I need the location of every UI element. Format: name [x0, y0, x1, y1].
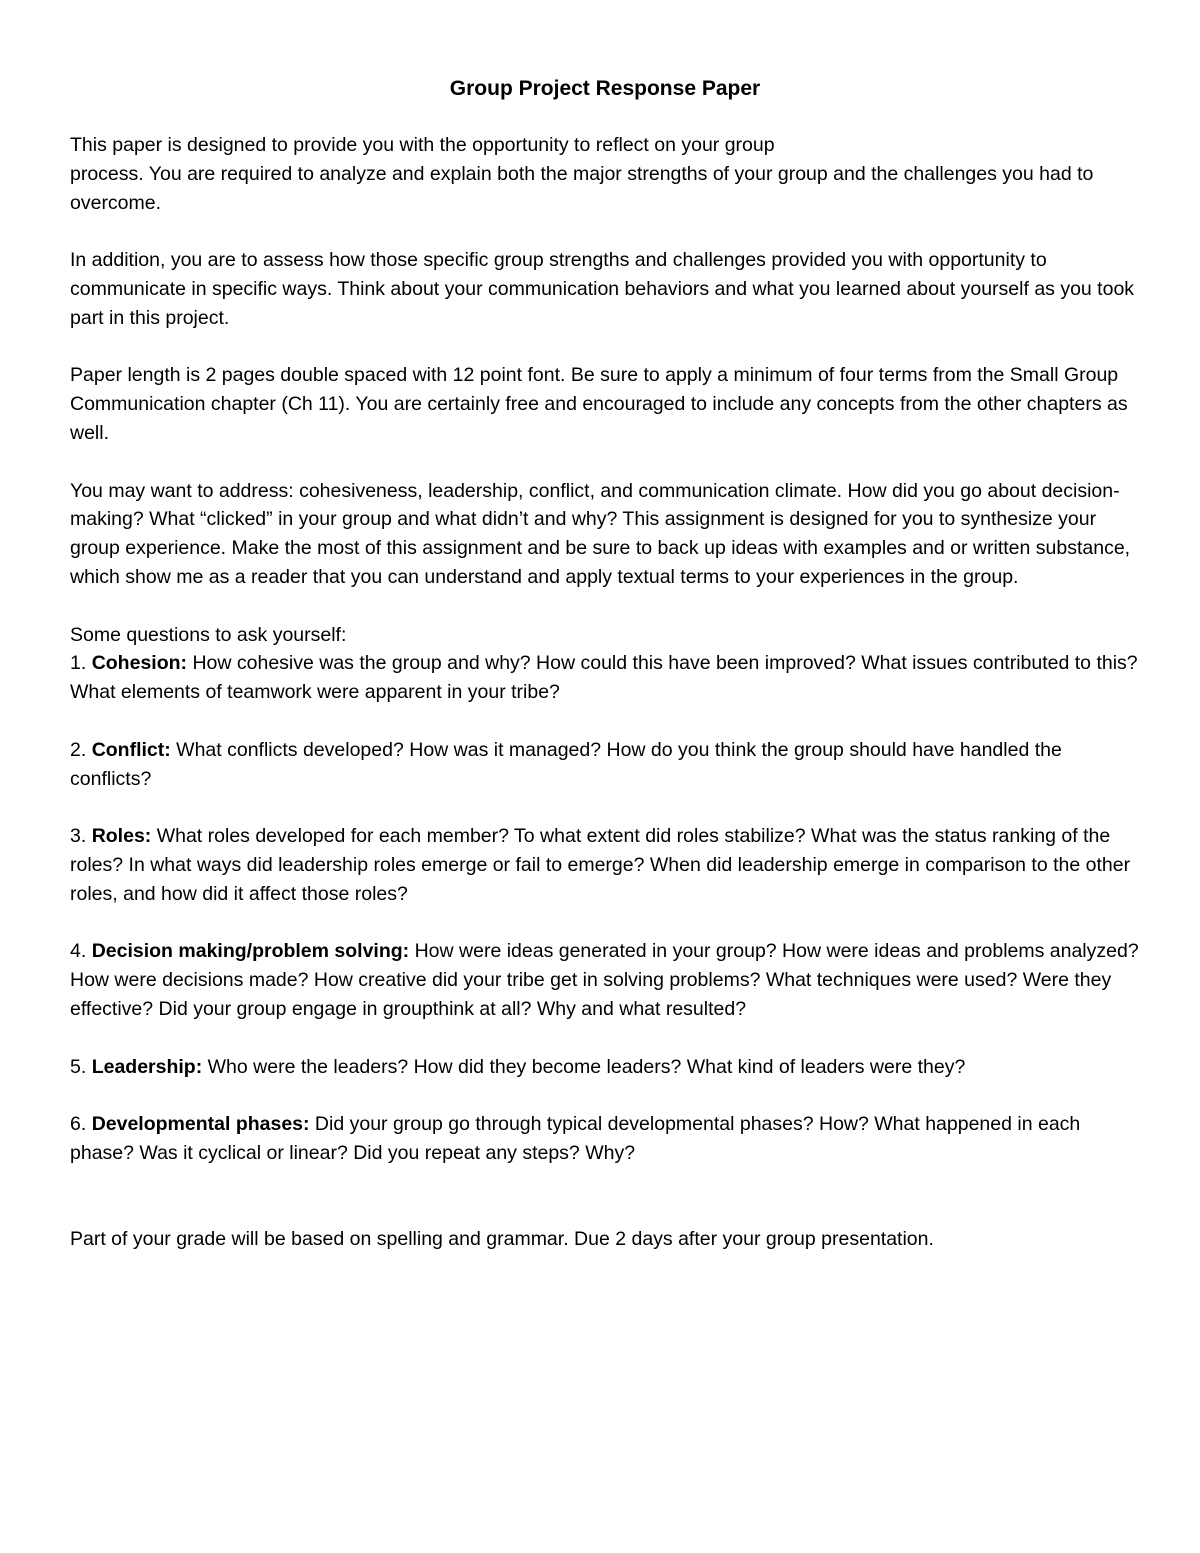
question-term: Conflict: — [91, 738, 171, 761]
question-number: 1. — [70, 652, 92, 675]
question-text: Who were the leaders? How did they become leaders? What kind of leaders were they? — [202, 1055, 966, 1078]
addition-paragraph: In addition, you are to assess how those specific group strengths and challenges provided you with opportunity to communicate in specific ways. Think about your communication behaviors and what you learned about yourself as you took part in this project. — [70, 249, 1135, 329]
intro-paragraph — [70, 131, 1140, 217]
question-term: Leadership: — [91, 1055, 203, 1078]
question-item-developmental-phases — [70, 1110, 1140, 1168]
question-term: Roles: — [91, 825, 152, 848]
length-paragraph: Paper length is 2 pages double spaced with 12 point font. Be sure to apply a minimum of four terms from the Small Group Communication chapter (Ch 11). You are certainly free and encouraged to include any concepts from the other chapters as well. — [70, 364, 1128, 444]
question-number: 6. — [70, 1113, 92, 1136]
intro-line-rest: process. You are required to analyze and explain both the major strengths of your group and the challenges you had to overcome. — [70, 162, 1094, 214]
question-number: 4. — [70, 940, 92, 963]
question-text: How were ideas generated in your group? How were ideas and problems analyzed? How were decisions made? How creative did your tribe get in solving problems? What techniques were used? Were they effective? Did your group engage in groupthink at all? Why and what resulted? — [70, 940, 1139, 1020]
question-number: 3. — [70, 825, 92, 848]
question-term: Cohesion: — [91, 652, 188, 675]
question-text: Did your group go through typical developmental phases? How? What happened in each phase? Was it cyclical or linear? Did you repeat any steps? Why? — [70, 1113, 1081, 1164]
question-text: How cohesive was the group and why? How could this have been improved? What issues contributed to this? What elements of teamwork were apparent in your tribe? — [70, 652, 1138, 704]
question-item-conflict — [70, 736, 1140, 794]
question-text: What roles developed for each member? To what extent did roles stabilize? What was the status ranking of the roles? In what ways did leadership roles emerge or fail to emerge? When did leadership emerge in comparison to the other roles, and how did it affect those roles? — [70, 825, 1131, 905]
question-item-decision-making — [70, 937, 1140, 1023]
document-page — [70, 74, 1140, 1282]
questions-lead: Some questions to ask yourself: — [70, 623, 347, 646]
question-number: 2. — [70, 738, 92, 761]
question-item-leadership — [70, 1053, 1140, 1082]
question-item-cohesion — [70, 649, 1140, 707]
address-paragraph: You may want to address: cohesiveness, leadership, conflict, and communication climate. How did you go about decision-making? What “clicked” in your group and what didn’t and why? This assignment is designed for you to synthesize your group experience. Make the most of this assignment and be sure to back up ideas with examples and or written substance, which show me as a reader that you can understand and apply textual terms to your experiences in the group. — [70, 479, 1131, 588]
intro-line-1: This paper is designed to provide you with the opportunity to reflect on your group — [70, 134, 775, 156]
closing-paragraph: Part of your grade will be based on spelling and grammar. Due 2 days after your group presentation. — [70, 1227, 934, 1250]
question-term: Decision making/problem solving: — [91, 940, 410, 963]
question-text: What conflicts developed? How was it managed? How do you think the group should have handled the conflicts? — [70, 738, 1062, 790]
question-item-roles — [70, 822, 1140, 908]
question-number: 5. — [70, 1055, 92, 1078]
question-term: Developmental phases: — [91, 1113, 310, 1136]
document-title: Group Project Response Paper — [449, 77, 761, 100]
